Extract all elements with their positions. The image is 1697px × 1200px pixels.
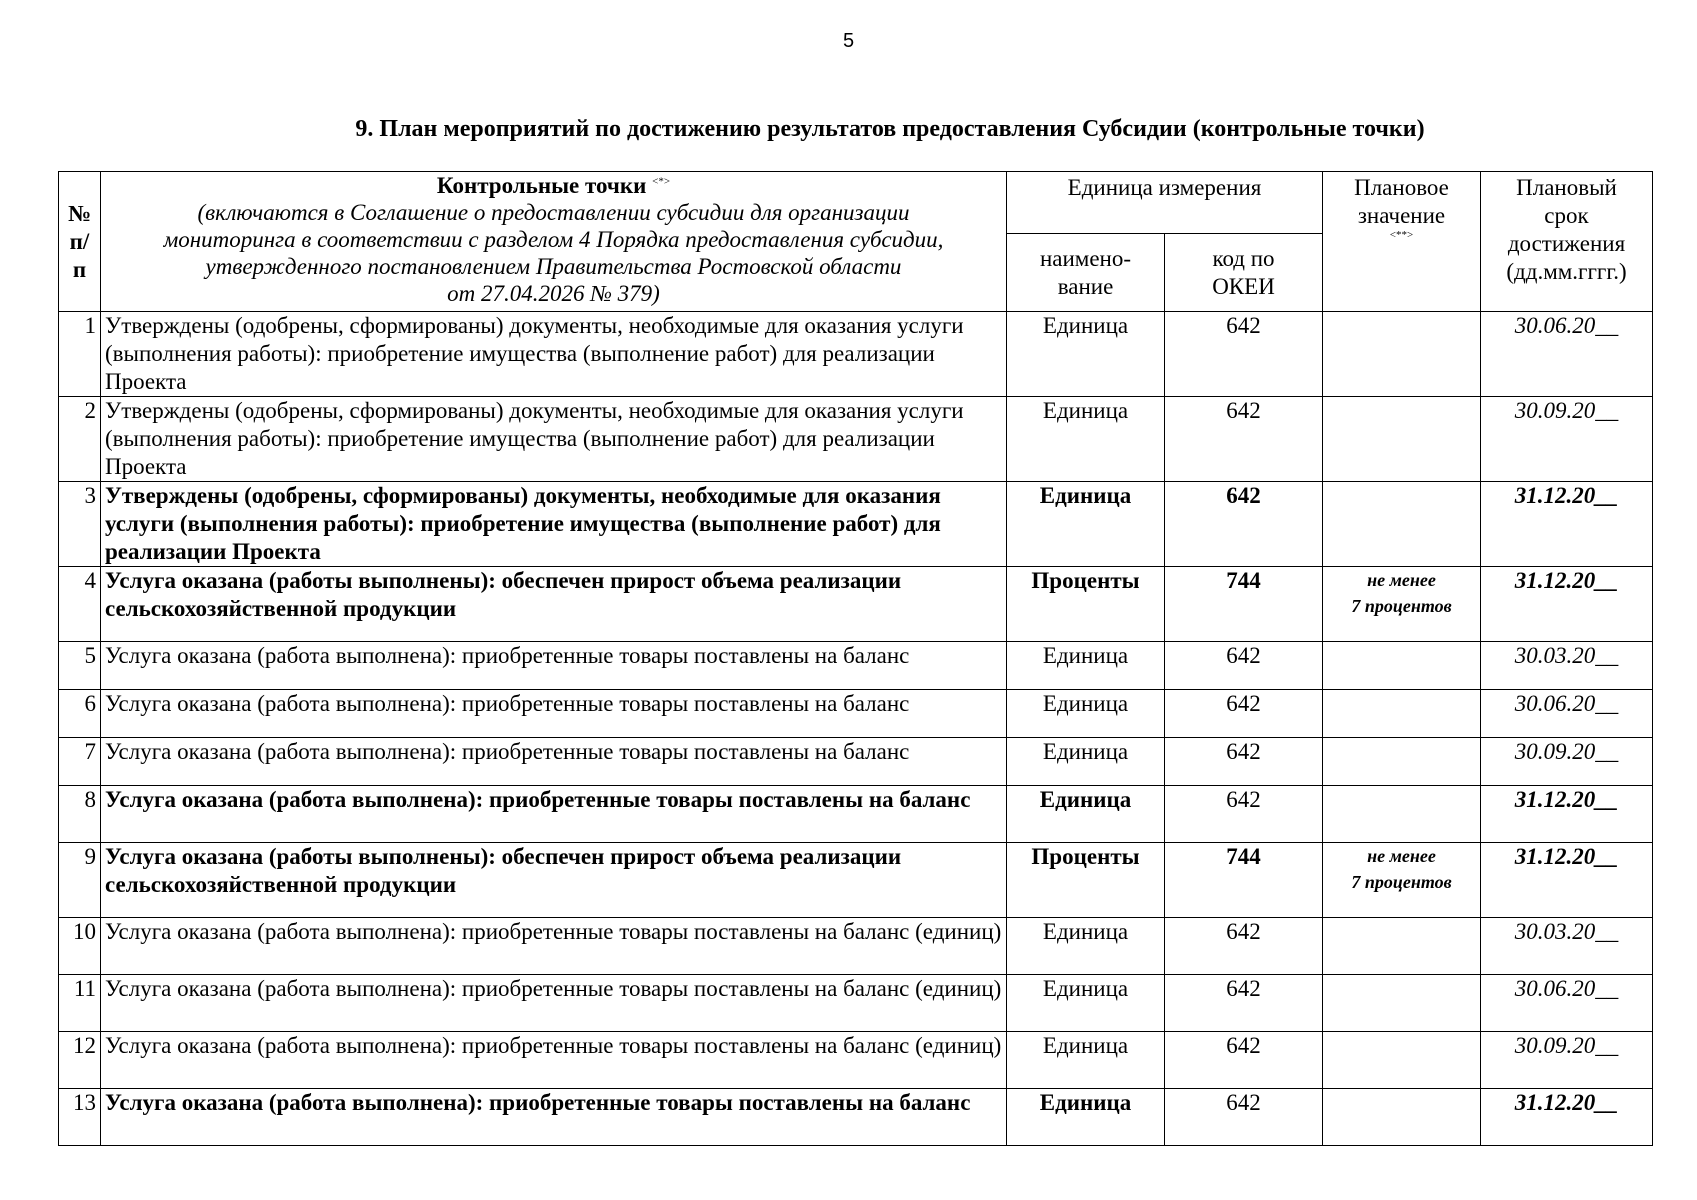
header-num: № п/ п — [59, 172, 101, 312]
table-row: 5 Услуга оказана (работа выполнена): приобретенные товары поставлены на баланс Единица 642 30.03.20__ — [59, 642, 1653, 690]
table-row: 3 Утверждены (одобрены, сформированы) документы, необходимые для оказания услуги (выполнения работы): приобретение имущества (выполнение работ) для реализации Проекта Единица 642 31.12.20__ — [59, 482, 1653, 567]
table-row: 13 Услуга оказана (работа выполнена): приобретенные товары поставлены на баланс Единица 642 31.12.20__ — [59, 1089, 1653, 1146]
checkpoints-table — [58, 171, 1653, 1146]
table-row: 9 Услуга оказана (работы выполнены): обеспечен прирост объема реализации сельскохозяйственной продукции Проценты 744 не менее 7 процентов 31.12.20__ — [59, 843, 1653, 918]
header-checkpoints-title: Контрольные точки — [436, 173, 647, 198]
table-row: 8 Услуга оказана (работа выполнена): приобретенные товары поставлены на баланс Единица 642 31.12.20__ — [59, 786, 1653, 843]
header-checkpoints: Контрольные точки <*> (включаются в Соглашение о предоставлении субсидии для организации мониторинга в соответствии с разделом 4 Порядка предоставления субсидии, утвержденного постановлением Правительства Ростовской области от 27.04.2026 № 379) — [101, 172, 1007, 312]
header-plan-date: Плановый срок достижения (дд.мм.гггг.) — [1481, 172, 1653, 312]
table-row: 4 Услуга оказана (работы выполнены): обеспечен прирост объема реализации сельскохозяйственной продукции Проценты 744 не менее 7 процентов 31.12.20__ — [59, 567, 1653, 642]
table-row: 12 Услуга оказана (работа выполнена): приобретенные товары поставлены на баланс (единиц) Единица 642 30.09.20__ — [59, 1032, 1653, 1089]
table-row: 1 Утверждены (одобрены, сформированы) документы, необходимые для оказания услуги (выполнения работы): приобретение имущества (выполнение работ) для реализации Проекта Единица 642 30.06.20__ — [59, 312, 1653, 397]
header-plan-value: Плановое значение <**> — [1323, 172, 1481, 312]
header-unit-name: наимено- вание — [1007, 234, 1165, 312]
table-row: 11 Услуга оказана (работа выполнена): приобретенные товары поставлены на баланс (единиц) Единица 642 30.06.20__ — [59, 975, 1653, 1032]
section-title: 9. План мероприятий по достижению результатов предоставления Субсидии (контрольные точки) — [355, 116, 1425, 142]
footnote-mark-star: <*> — [652, 175, 671, 188]
header-unit-group: Единица измерения — [1007, 172, 1323, 234]
page-number: 5 — [842, 30, 855, 52]
footnote-mark-double-star: <**> — [1389, 229, 1414, 241]
table-row: 10 Услуга оказана (работа выполнена): приобретенные товары поставлены на баланс (единиц) Единица 642 30.03.20__ — [59, 918, 1653, 975]
table-row: 2 Утверждены (одобрены, сформированы) документы, необходимые для оказания услуги (выполнения работы): приобретение имущества (выполнение работ) для реализации Проекта Единица 642 30.09.20__ — [59, 397, 1653, 482]
table-row: 7 Услуга оказана (работа выполнена): приобретенные товары поставлены на баланс Единица 642 30.09.20__ — [59, 738, 1653, 786]
header-unit-code: код по ОКЕИ — [1165, 234, 1323, 312]
table-row: 6 Услуга оказана (работа выполнена): приобретенные товары поставлены на баланс Единица 642 30.06.20__ — [59, 690, 1653, 738]
